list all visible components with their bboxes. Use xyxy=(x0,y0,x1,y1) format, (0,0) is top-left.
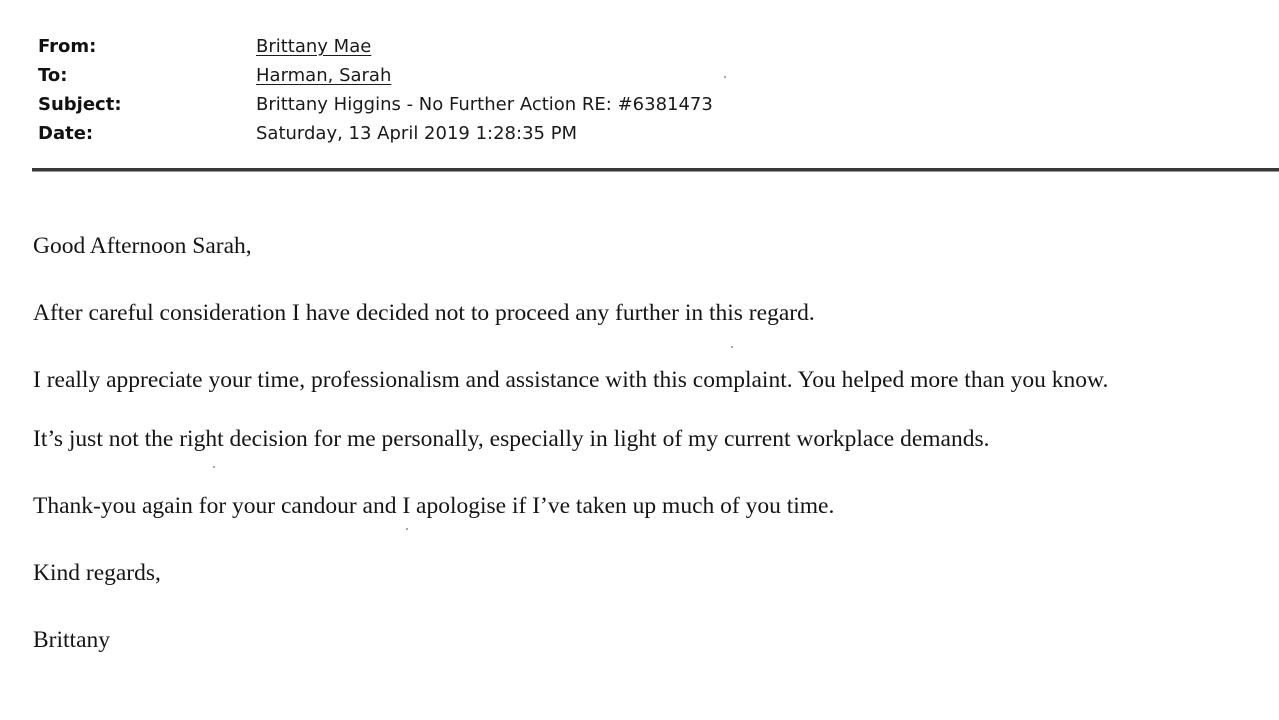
scan-speck xyxy=(213,466,215,468)
subject-value: Brittany Higgins - No Further Action RE: #6381473 xyxy=(256,94,713,115)
header-divider xyxy=(32,168,1279,172)
email-body xyxy=(33,228,1248,689)
signature: Brittany xyxy=(33,627,111,653)
scan-speck xyxy=(406,528,408,530)
body-paragraph-1: After careful consideration I have decided not to proceed any further in this regard. xyxy=(33,300,815,326)
to-value[interactable]: Harman, Sarah xyxy=(256,65,392,86)
email-header xyxy=(38,32,713,148)
date-value: Saturday, 13 April 2019 1:28:35 PM xyxy=(256,123,578,144)
date-label: Date: xyxy=(38,123,94,144)
to-label: To: xyxy=(38,65,68,86)
scan-speck xyxy=(724,76,726,78)
date-row xyxy=(38,119,713,148)
scan-speck xyxy=(731,346,733,348)
greeting: Good Afternoon Sarah, xyxy=(33,233,252,259)
body-paragraph-3: It’s just not the right decision for me personally, especially in light of my current workplace demands. xyxy=(33,426,990,452)
from-row xyxy=(38,32,713,61)
body-paragraph-2: I really appreciate your time, professionalism and assistance with this complaint. You helped more than you know. xyxy=(33,367,1109,393)
body-paragraph-4: Thank-you again for your candour and I apologise if I’ve taken up much of you time. xyxy=(33,493,835,519)
to-row xyxy=(38,61,713,90)
from-label: From: xyxy=(38,36,97,57)
from-value[interactable]: Brittany Mae xyxy=(256,36,372,57)
closing: Kind regards, xyxy=(33,560,161,586)
subject-row xyxy=(38,90,713,119)
subject-label: Subject: xyxy=(38,94,122,115)
